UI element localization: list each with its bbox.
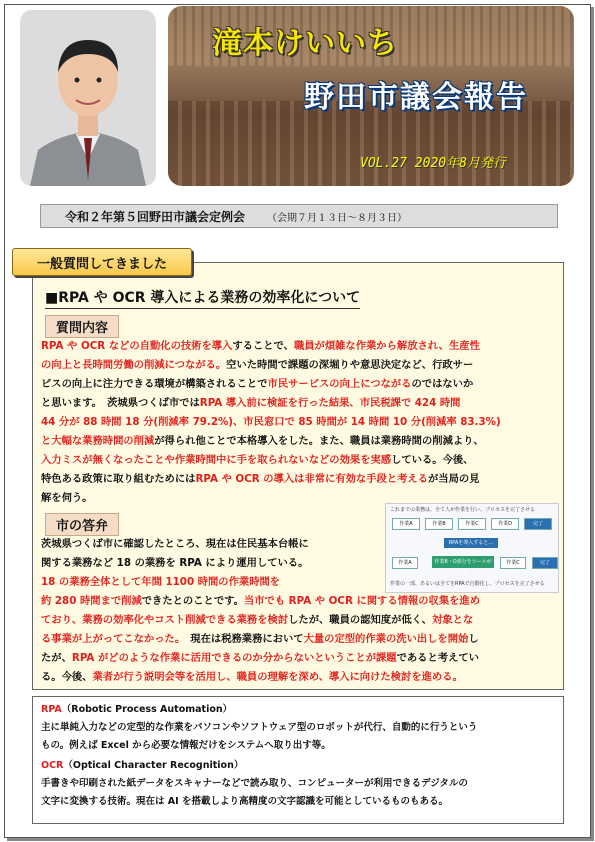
glossary-rpa-desc-2: もの。例えば Excel から必要な情報だけをシステムへ取り出す等。 — [41, 740, 331, 751]
answer-line — [41, 668, 561, 687]
answer-segment: RPA がどのような作業に活用できるのか分からないということが課題 — [71, 652, 397, 664]
question-segment: 職員が煩雑な作業から解放され、生産性 — [293, 340, 480, 352]
glossary-rpa-desc-1: 主に単純入力などの定型的な作業をパソコンやソフトウェア型のロボットが代行、自動的に行うという — [41, 722, 478, 733]
question-text — [41, 337, 561, 508]
session-period: （会期７月１３日～８月３日） — [267, 212, 408, 224]
rpa-replace-box: 作業B・D部分をツールが代替 — [432, 556, 494, 568]
answer-segment: ており、業務の効率化やコスト削減できる業務を検討 — [41, 614, 289, 626]
answer-segment: 現在は税務業務において — [180, 633, 304, 645]
portrait-photo — [20, 10, 156, 186]
answer-segment: 関する業務など 18 の業務を RPA により運用している。 — [41, 557, 309, 569]
question-box — [32, 262, 564, 690]
answer-segment: 18 の業務全体として年間 1100 時間の作業時間を — [41, 576, 281, 588]
glossary-rpa-full: （Robotic Process Automation） — [61, 704, 233, 715]
answer-line — [41, 649, 561, 668]
session-title: 令和２年第５回野田市議会定例会 — [65, 209, 246, 224]
answer-segment: 茨城県つくば市に確認したところ、現在は住民基本台帳に — [41, 538, 309, 550]
answer-segment: したが、職員の認知度が低く、 — [288, 614, 433, 626]
report-title: 野田市議会報告 — [304, 80, 528, 115]
question-segment: 入力ミスが無くなったことや作業時間中に手を取られないなどの効果を実感 — [41, 454, 392, 466]
answer-segment: る。今後、 — [41, 671, 93, 683]
process-step-after: 作業C — [500, 557, 526, 569]
glossary-ocr-heading — [41, 757, 243, 775]
question-segment: のではないか — [411, 378, 474, 390]
glossary-ocr-desc-2: 文字に変換する技術。現在は AI を搭載しより高精度の文字認識を可能としているものもある。 — [41, 796, 449, 807]
question-segment: の向上と長時間労働の削減につながる。 — [41, 359, 227, 371]
question-segment: している。今後、 — [391, 454, 474, 466]
answer-segment: 当市でも RPA や OCR に関する情報の収集を進め — [243, 595, 481, 607]
question-line — [41, 375, 561, 394]
process-step: 作業D — [491, 518, 519, 530]
question-line — [41, 451, 561, 470]
question-segment: RPA や OCR などの自動化の技術を導入 — [41, 340, 233, 352]
issue-info: VOL.27 2020年8月発行 — [360, 156, 506, 171]
question-segment: 市民サービスの向上につながる — [267, 378, 412, 390]
question-label: 質問内容 — [45, 315, 119, 338]
question-segment: 特色ある政策に取り組むためには — [41, 473, 196, 485]
question-segment: 44 分が 88 時間 18 分(削減率 79.2%)、市民窓口で 85 時間が 14 時間 10 分(削減率 83.3%) — [41, 416, 501, 428]
process-step-after: 完了 — [532, 557, 558, 569]
section-tag: 一般質問してきました — [12, 248, 192, 276]
question-segment: と思います。 茨城県つくば市では — [41, 397, 200, 409]
session-bar — [40, 204, 558, 228]
answer-segment: る事業が上がってこなかった。 — [41, 633, 181, 645]
question-line — [41, 337, 561, 356]
answer-line — [41, 630, 561, 649]
header-banner — [168, 6, 574, 186]
glossary-rpa-heading — [41, 701, 232, 719]
question-line — [41, 413, 561, 432]
glossary-rpa-term: RPA — [41, 704, 62, 715]
glossary-ocr-full: （Optical Character Recognition） — [63, 760, 244, 771]
process-step-after: 作業A — [392, 557, 418, 569]
question-segment: 空いた時間で課題の深堀りや意思決定など、行政サー — [226, 359, 474, 371]
answer-segment: 大量の定型的作業の洗い出しを開始 — [303, 633, 469, 645]
process-step: 作業B — [425, 518, 453, 530]
question-segment: が得られ他ことで本格導入をした。また、職員は業務時間の削減より、 — [154, 435, 484, 447]
diagram-caption-bottom: 作業の一部、あるいは全てをRPAで自動化し、プロセスを完了させる — [390, 581, 545, 587]
process-step: 作業A — [392, 518, 420, 530]
glossary-ocr-desc-1: 手書きや印刷された紙データをスキャナーなどで読み取り、コンピューターが利用できるデジタルの — [41, 778, 468, 789]
question-line — [41, 432, 561, 451]
question-segment: と大幅な業務時間の削減 — [41, 435, 155, 447]
answer-segment: 対象とな — [432, 614, 474, 626]
answer-segment: 約 280 時間まで削減 — [41, 595, 142, 607]
question-segment: RPA や OCR の導入は非常に有効な手段と考える — [195, 473, 428, 485]
answer-label: 市の答弁 — [45, 513, 119, 536]
process-step: 作業C — [458, 518, 486, 530]
answer-segment: たが、 — [41, 652, 72, 664]
question-line — [41, 394, 561, 413]
glossary-ocr-term: OCR — [41, 760, 64, 771]
answer-segment: できたとのことです。 — [141, 595, 244, 607]
question-segment: が当局の見 — [428, 473, 480, 485]
question-line — [41, 356, 561, 375]
answer-line — [41, 592, 561, 611]
question-line — [41, 470, 561, 489]
diagram-caption-top: これまでの業務は、全て人が作業を行い、プロセスを完了させる — [390, 507, 536, 513]
topic-heading: ■RPA や OCR 導入による業務の効率化について — [45, 287, 360, 309]
answer-segment: であると考えてい — [396, 652, 479, 664]
question-segment: することで、 — [232, 340, 294, 352]
rpa-diagram — [385, 503, 559, 593]
question-segment: ビスの向上に注力できる環境が構築されることで — [41, 378, 268, 390]
answer-line — [41, 611, 561, 630]
question-segment: 解を伺う。 — [41, 492, 93, 504]
rpa-arrow-label: RPAを導入すると… — [444, 538, 498, 548]
question-segment: RPA 導入前に検証を行った結果、市民税課で 424 時間 — [199, 397, 461, 409]
answer-segment: 業者が行う説明会等を活用し、職員の理解を深め、導入に向けた検討を進める。 — [92, 671, 463, 683]
process-step: 完了 — [524, 518, 552, 530]
answer-segment: し — [468, 633, 479, 645]
author-name: 滝本けいいち — [212, 26, 398, 61]
glossary-box — [32, 696, 564, 824]
